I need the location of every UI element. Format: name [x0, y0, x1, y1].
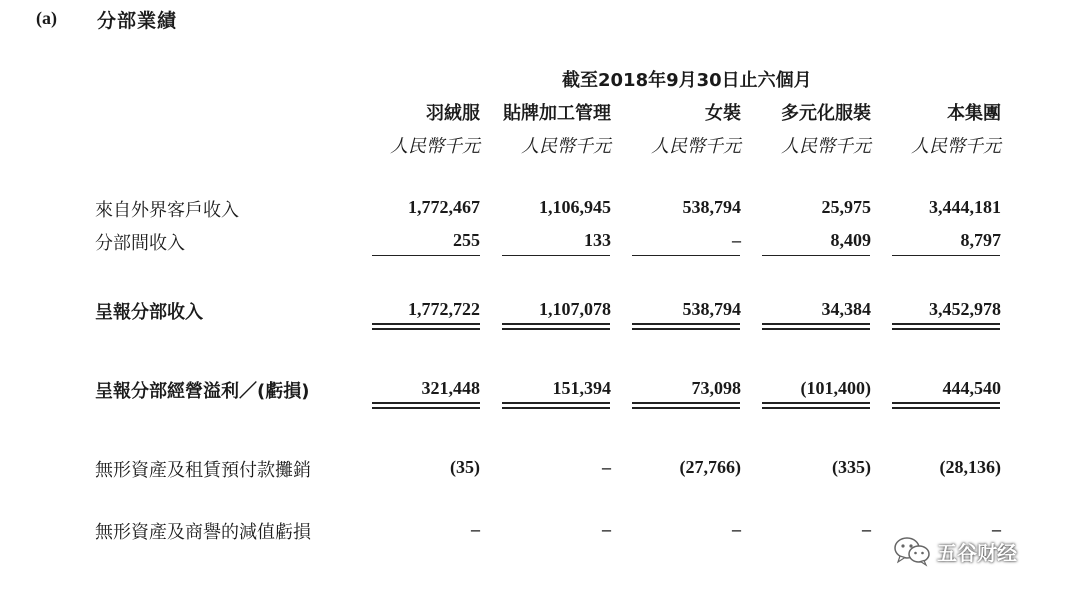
table-cell: 444,540 [942, 378, 1001, 398]
table-cell: (335) [832, 457, 871, 477]
table-cell: (28,136) [939, 457, 1001, 477]
table-cell: 8,797 [960, 230, 1001, 250]
double-rule [502, 323, 610, 330]
column-unit: 人民幣千元 [781, 136, 871, 157]
row-label: 分部間收入 [95, 233, 185, 254]
column-unit: 人民幣千元 [521, 136, 611, 157]
table-cell: – [732, 519, 741, 539]
watermark [893, 535, 1017, 567]
table-cell: – [862, 519, 871, 539]
column-header: 羽絨服 [426, 103, 480, 124]
column-unit: 人民幣千元 [390, 136, 480, 157]
table-cell: 3,444,181 [929, 197, 1001, 217]
double-rule [372, 323, 480, 330]
row-label: 無形資產及租賃預付款攤銷 [95, 460, 311, 481]
section-title: 分部業績 [97, 10, 178, 32]
table-cell: 8,409 [830, 230, 871, 250]
column-header: 多元化服裝 [781, 103, 871, 124]
table-cell: 25,975 [821, 197, 871, 217]
column-header: 貼牌加工管理 [503, 103, 611, 124]
table-cell: – [992, 519, 1001, 539]
table-cell: 1,106,945 [539, 197, 611, 217]
column-header: 女裝 [705, 103, 741, 124]
table-cell: 321,448 [421, 378, 480, 398]
single-rule [502, 255, 610, 256]
single-rule [372, 255, 480, 256]
double-rule [502, 402, 610, 409]
period-header: 截至2018年9月30日止六個月 [562, 70, 812, 91]
single-rule [762, 255, 870, 256]
double-rule [892, 323, 1000, 330]
double-rule [762, 323, 870, 330]
table-cell: (27,766) [679, 457, 741, 477]
table-cell: – [602, 519, 611, 539]
table-cell: 1,772,722 [408, 299, 480, 319]
double-rule [632, 402, 740, 409]
row-label: 來自外界客戶收入 [95, 200, 239, 221]
table-cell: 34,384 [821, 299, 871, 319]
table-cell: – [471, 519, 480, 539]
table-cell: 3,452,978 [929, 299, 1001, 319]
table-cell: – [602, 457, 611, 477]
column-unit: 人民幣千元 [911, 136, 1001, 157]
table-cell: – [732, 230, 741, 250]
table-cell: 73,098 [691, 378, 741, 398]
double-rule [892, 402, 1000, 409]
double-rule [762, 402, 870, 409]
table-cell: 1,107,078 [539, 299, 611, 319]
row-label: 無形資產及商譽的減值虧損 [95, 522, 311, 543]
watermark-text: 五谷财经 [937, 540, 1017, 565]
single-rule [892, 255, 1000, 256]
table-cell: (35) [450, 457, 480, 477]
row-label: 呈報分部經營溢利／(虧損) [95, 381, 310, 402]
table-cell: 133 [584, 230, 611, 250]
section-label: (a) [36, 8, 57, 28]
wechat-icon [893, 535, 931, 567]
table-cell: 538,794 [682, 299, 741, 319]
column-unit: 人民幣千元 [651, 136, 741, 157]
table-cell: 255 [453, 230, 480, 250]
double-rule [632, 323, 740, 330]
table-cell: 538,794 [682, 197, 741, 217]
row-label: 呈報分部收入 [95, 302, 203, 323]
table-cell: 1,772,467 [408, 197, 480, 217]
table-cell: 151,394 [552, 378, 611, 398]
column-header: 本集團 [947, 103, 1001, 124]
double-rule [372, 402, 480, 409]
single-rule [632, 255, 740, 256]
table-cell: (101,400) [800, 378, 871, 398]
